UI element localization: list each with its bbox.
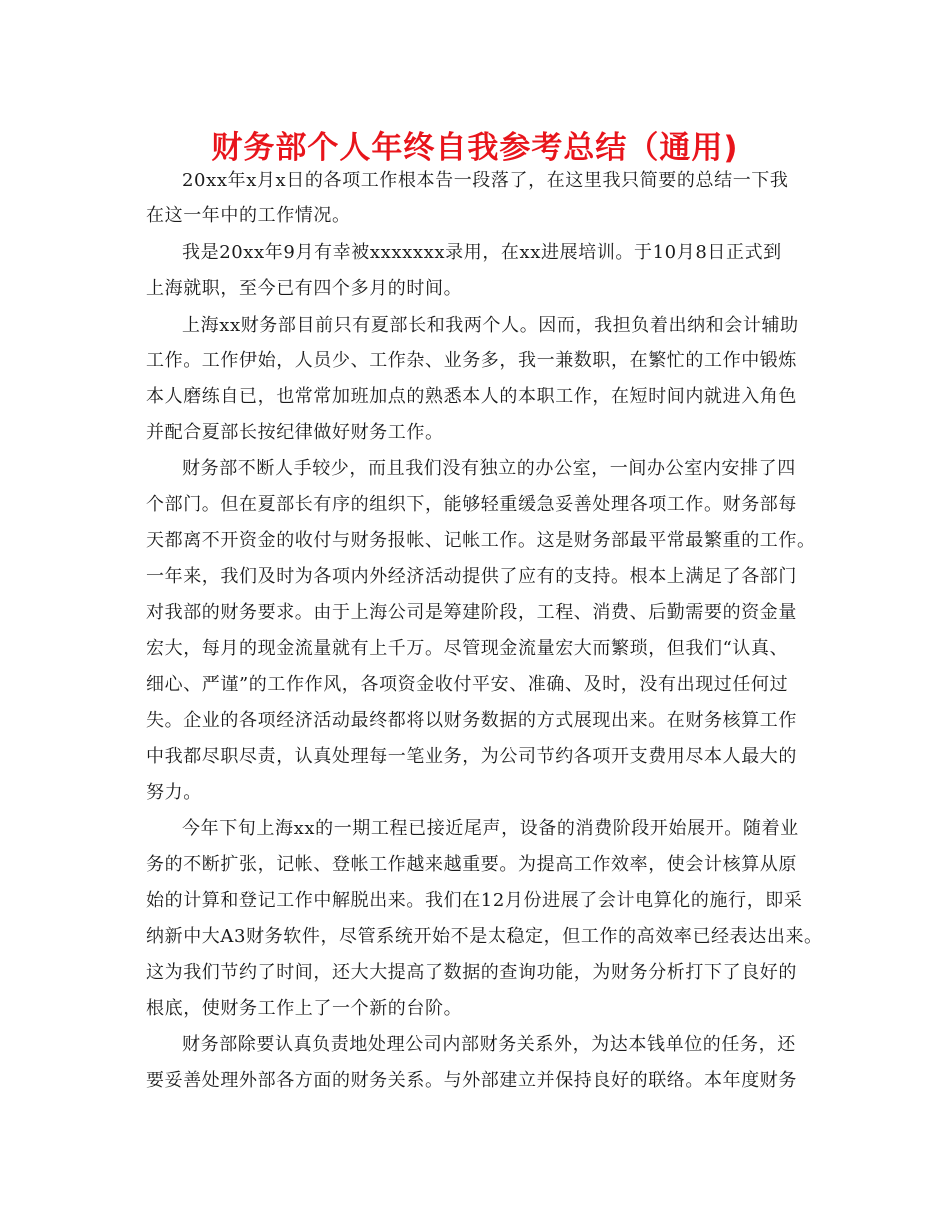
text-line: 中我都尽职尽责，认真处理每一笔业务，为公司节约各项开支费用尽本人最大的 bbox=[146, 746, 797, 767]
text-line: 今年下旬上海xx的一期工程已接近尾声，设备的消费阶段开始展开。随着业 bbox=[182, 818, 799, 839]
text-line: 财务部除要认真负责地处理公司内部财务关系外，为达本钱单位的任务，还 bbox=[182, 1034, 796, 1055]
text-line: 努力。 bbox=[146, 782, 202, 803]
text-line: 宏大，每月的现金流量就有上千万。尽管现金流量宏大而繁琐，但我们“认真、 bbox=[146, 638, 789, 659]
text-line: 本人磨练自已，也常常加班加点的熟悉本人的本职工作，在短时间内就进入角色 bbox=[146, 386, 797, 407]
text-line: 失。企业的各项经济活动最终都将以财务数据的方式展现出来。在财务核算工作 bbox=[146, 710, 797, 731]
text-line: 在这一年中的工作情况。 bbox=[146, 205, 351, 226]
text-line: 上海xx财务部目前只有夏部长和我两个人。因而，我担负着出纳和会计辅助 bbox=[182, 315, 799, 336]
text-line: 根底，使财务工作上了一个新的台阶。 bbox=[146, 998, 463, 1019]
text-line: 财务部不断人手较少，而且我们没有独立的办公室，一间办公室内安排了四 bbox=[182, 458, 796, 479]
text-line: 天都离不开资金的收付与财务报帐、记帐工作。这是财务部最平常最繁重的工作。 bbox=[146, 530, 816, 551]
text-line: 上海就职，至今已有四个多月的时间。 bbox=[146, 278, 463, 299]
text-line: 纳新中大A3财务软件，尽管系统开始不是太稳定，但工作的高效率已经表达出来。 bbox=[146, 926, 823, 947]
text-line: 一年来，我们及时为各项内外经济活动提供了应有的支持。根本上满足了各部门 bbox=[146, 566, 797, 587]
text-line: 个部门。但在夏部长有序的组织下，能够轻重缓急妥善处理各项工作。财务部每 bbox=[146, 494, 797, 515]
text-line: 对我部的财务要求。由于上海公司是筹建阶段，工程、消费、后勤需要的资金量 bbox=[146, 602, 797, 623]
text-line: 我是20xx年9月有幸被xxxxxxx录用，在xx进展培训。于10月8日正式到 bbox=[182, 242, 782, 263]
text-line: 这为我们节约了时间，还大大提高了数据的查询功能，为财务分析打下了良好的 bbox=[146, 962, 797, 983]
text-line: 务的不断扩张，记帐、登帐工作越来越重要。为提高工作效率，使会计核算从原 bbox=[146, 854, 797, 875]
document-title: 财务部个人年终自我参考总结（通用) bbox=[211, 130, 739, 166]
text-line: 工作。工作伊始，人员少、工作杂、业务多，我一兼数职，在繁忙的工作中锻炼 bbox=[146, 350, 797, 371]
text-line: 要妥善处理外部各方面的财务关系。与外部建立并保持良好的联络。本年度财务 bbox=[146, 1070, 797, 1091]
text-line: 并配合夏部长按纪律做好财务工作。 bbox=[146, 422, 444, 443]
text-line: 20xx年x月x日的各项工作根本告一段落了，在这里我只简要的总结一下我 bbox=[182, 170, 789, 191]
text-line: 细心、严谨”的工作作风，各项资金收付平安、准确、及时，没有出现过任何过 bbox=[146, 674, 789, 695]
text-line: 始的计算和登记工作中解脱出来。我们在12月份进展了会计电算化的施行，即采 bbox=[146, 890, 803, 911]
